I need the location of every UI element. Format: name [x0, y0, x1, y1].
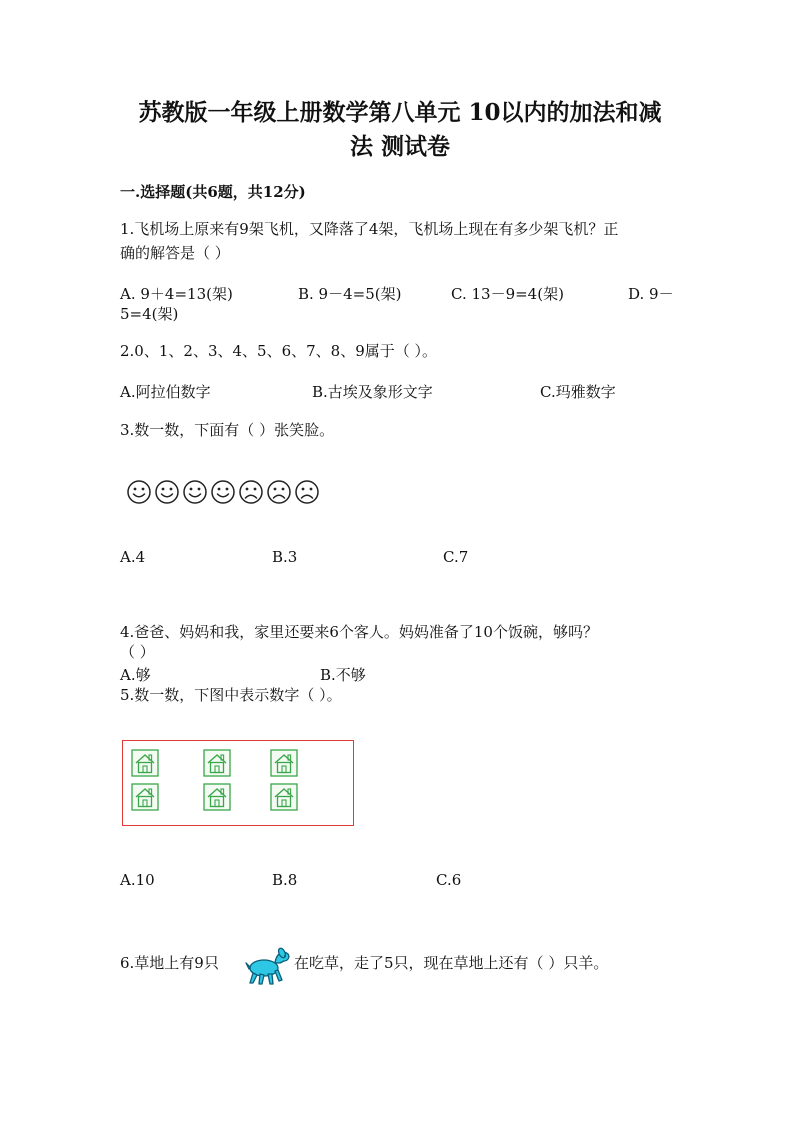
question-3-option-a[interactable]: A.4: [120, 548, 146, 566]
question-6-text-before: 6.草地上有9只: [120, 954, 219, 972]
question-4-line1: 4.爸爸、妈妈和我，家里还要来6个客人。妈妈准备了10个饭碗，够吗？: [120, 623, 598, 641]
question-1-option-c[interactable]: C. 13－9=4(架): [451, 285, 564, 303]
frown-face-icon: [294, 479, 320, 505]
house-icon: [203, 749, 231, 777]
question-4-line2: （ ）: [120, 643, 155, 661]
page-title-line2: 法 测试卷: [349, 133, 450, 160]
question-3-text: 3.数一数，下面有（ ）张笑脸。: [120, 421, 335, 439]
house-icon: [131, 749, 159, 777]
frown-face-icon: [266, 479, 292, 505]
house-icon: [270, 783, 298, 811]
house-icon: [131, 783, 159, 811]
smile-face-icon: [126, 479, 152, 505]
smile-face-icon: [182, 479, 208, 505]
question-1-line1: 1.飞机场上原来有9架飞机，又降落了4架，飞机场上现在有多少架飞机？正: [120, 220, 619, 238]
smile-face-icon: [154, 479, 180, 505]
frown-face-icon: [238, 479, 264, 505]
smile-face-icon: [210, 479, 236, 505]
question-5-option-c[interactable]: C.6: [436, 871, 462, 889]
question-5-option-b[interactable]: B.8: [272, 871, 298, 889]
question-4-option-b[interactable]: B.不够: [320, 666, 366, 684]
question-2-option-c[interactable]: C.玛雅数字: [540, 383, 616, 401]
question-5-text: 5.数一数，下图中表示数字（ ）。: [120, 686, 342, 704]
question-1-option-d-cont: 5=4(架): [120, 305, 179, 323]
houses-figure: [122, 740, 354, 826]
house-icon: [203, 783, 231, 811]
question-1-option-a[interactable]: A. 9＋4=13(架): [120, 285, 233, 303]
house-icon: [270, 749, 298, 777]
question-1-line2: 确的解答是（ ）: [120, 244, 230, 262]
question-2-option-a[interactable]: A.阿拉伯数字: [120, 383, 211, 401]
question-3-option-b[interactable]: B.3: [272, 548, 298, 566]
question-1-option-d[interactable]: D. 9－: [628, 285, 674, 303]
sheep-icon: [244, 945, 292, 987]
question-4-option-a[interactable]: A.够: [120, 666, 151, 684]
page-title-line1: 苏教版一年级上册数学第八单元 10以内的加法和减: [138, 99, 662, 126]
question-1-option-b[interactable]: B. 9－4=5(架): [298, 285, 402, 303]
section-heading: 一.选择题(共6题，共12分): [120, 183, 306, 201]
question-2-text: 2.0、1、2、3、4、5、6、7、8、9属于（ ）。: [120, 342, 438, 360]
question-2-option-b[interactable]: B.古埃及象形文字: [312, 383, 433, 401]
question-6-text-after: 在吃草，走了5只，现在草地上还有（ ）只羊。: [294, 954, 609, 972]
faces-row: [126, 479, 320, 505]
question-3-option-c[interactable]: C.7: [443, 548, 469, 566]
question-5-option-a[interactable]: A.10: [120, 871, 155, 889]
